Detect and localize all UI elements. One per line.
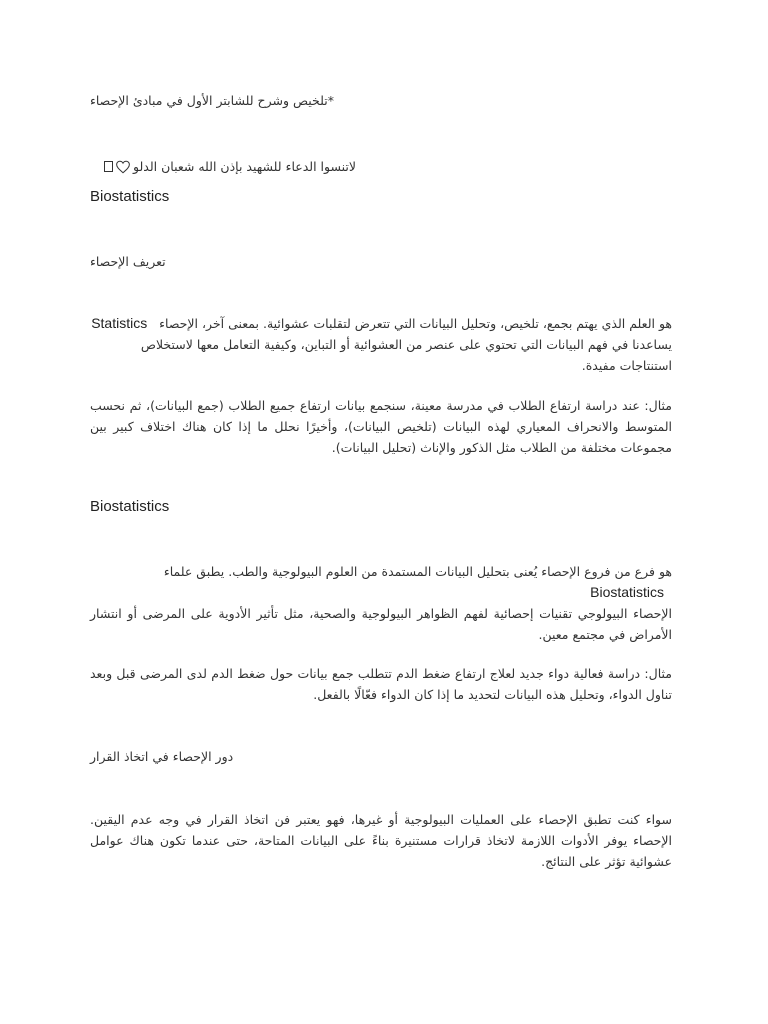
heading-biostatistics-1: Biostatistics bbox=[90, 188, 170, 205]
statistics-definition bbox=[90, 313, 672, 376]
biostatistics-definition bbox=[90, 561, 672, 645]
document-title: *تلخيص وشرح للشابتر الأول في مبادئ الإحصاء bbox=[90, 93, 334, 108]
biostat-definition-line1 bbox=[90, 561, 672, 603]
biostat-def-text: هو فرع من فروع الإحصاء يُعنى بتحليل البيانات المستمدة من العلوم البيولوجية والطب. يطبق علماء bbox=[163, 564, 672, 579]
biostatistics-term: Biostatistics bbox=[590, 584, 665, 600]
stat-def-text: هو العلم الذي يهتم بجمع، تلخيص، وتحليل البيانات التي تتعرض لتقلبات عشوائية. بمعنى آخر، الإحصاء bbox=[159, 316, 672, 331]
dedication-text: لاتنسوا الدعاء للشهيد بإذن الله شعبان الدلو bbox=[133, 159, 357, 174]
statistics-definition-line2: يساعدنا في فهم البيانات التي تحتوي على عنصر من العشوائية أو التباين، وكيفية التعامل معها لاستخلاص استنتاجات مفيدة. bbox=[140, 337, 672, 373]
biostat-definition-rest: الإحصاء البيولوجي تقنيات إحصائية لفهم الظواهر البيولوجية والصحية، مثل تأثير الأدوية على المرضى أو انتشار الأمراض في مجتمع معين. bbox=[90, 606, 672, 642]
box-icon bbox=[104, 161, 113, 172]
biostatistics-example: مثال: دراسة فعالية دواء جديد لعلاج ارتفاع ضغط الدم تتطلب جمع بيانات حول ضغط الدم لدى المرضى قبل وبعد تناول الدواء، وتحليل هذه البيانات لتحديد ما إذا كان الدواء فعّالًا بالفعل. bbox=[90, 666, 672, 702]
role-paragraph: سواء كنت تطبق الإحصاء على العمليات البيولوجية أو غيرها، فهو يعتبر فن اتخاذ القرار في وجه عدم اليقين. الإحصاء يوفر الأدوات اللازمة لاتخاذ قرارات مستنيرة بناءً على البيانات المتاحة، حتى عندما تكون هناك عوامل عشوائية تؤثر على النتائج. bbox=[90, 812, 672, 869]
heart-icon bbox=[115, 160, 131, 174]
heading-definition: تعريف الإحصاء bbox=[90, 254, 166, 269]
statistics-definition-line1 bbox=[90, 313, 672, 334]
dedication-line bbox=[90, 156, 356, 177]
statistics-example: مثال: عند دراسة ارتفاع الطلاب في مدرسة معينة، سنجمع بيانات ارتفاع جميع الطلاب (جمع البيانات)، ثم نحسب المتوسط والانحراف المعياري لهذه البيانات (تلخيص البيانات)، وأخيرًا نحلل ما إذا كان هناك اختلاف كبير بين مجموعات مختلفة من الطلاب مثل الذكور والإناث (تحليل البيانات). bbox=[90, 398, 672, 455]
statistics-term: Statistics bbox=[91, 315, 148, 331]
heading-biostatistics-2: Biostatistics bbox=[90, 498, 170, 515]
heading-role-in-decision: دور الإحصاء في اتخاذ القرار bbox=[90, 749, 234, 764]
